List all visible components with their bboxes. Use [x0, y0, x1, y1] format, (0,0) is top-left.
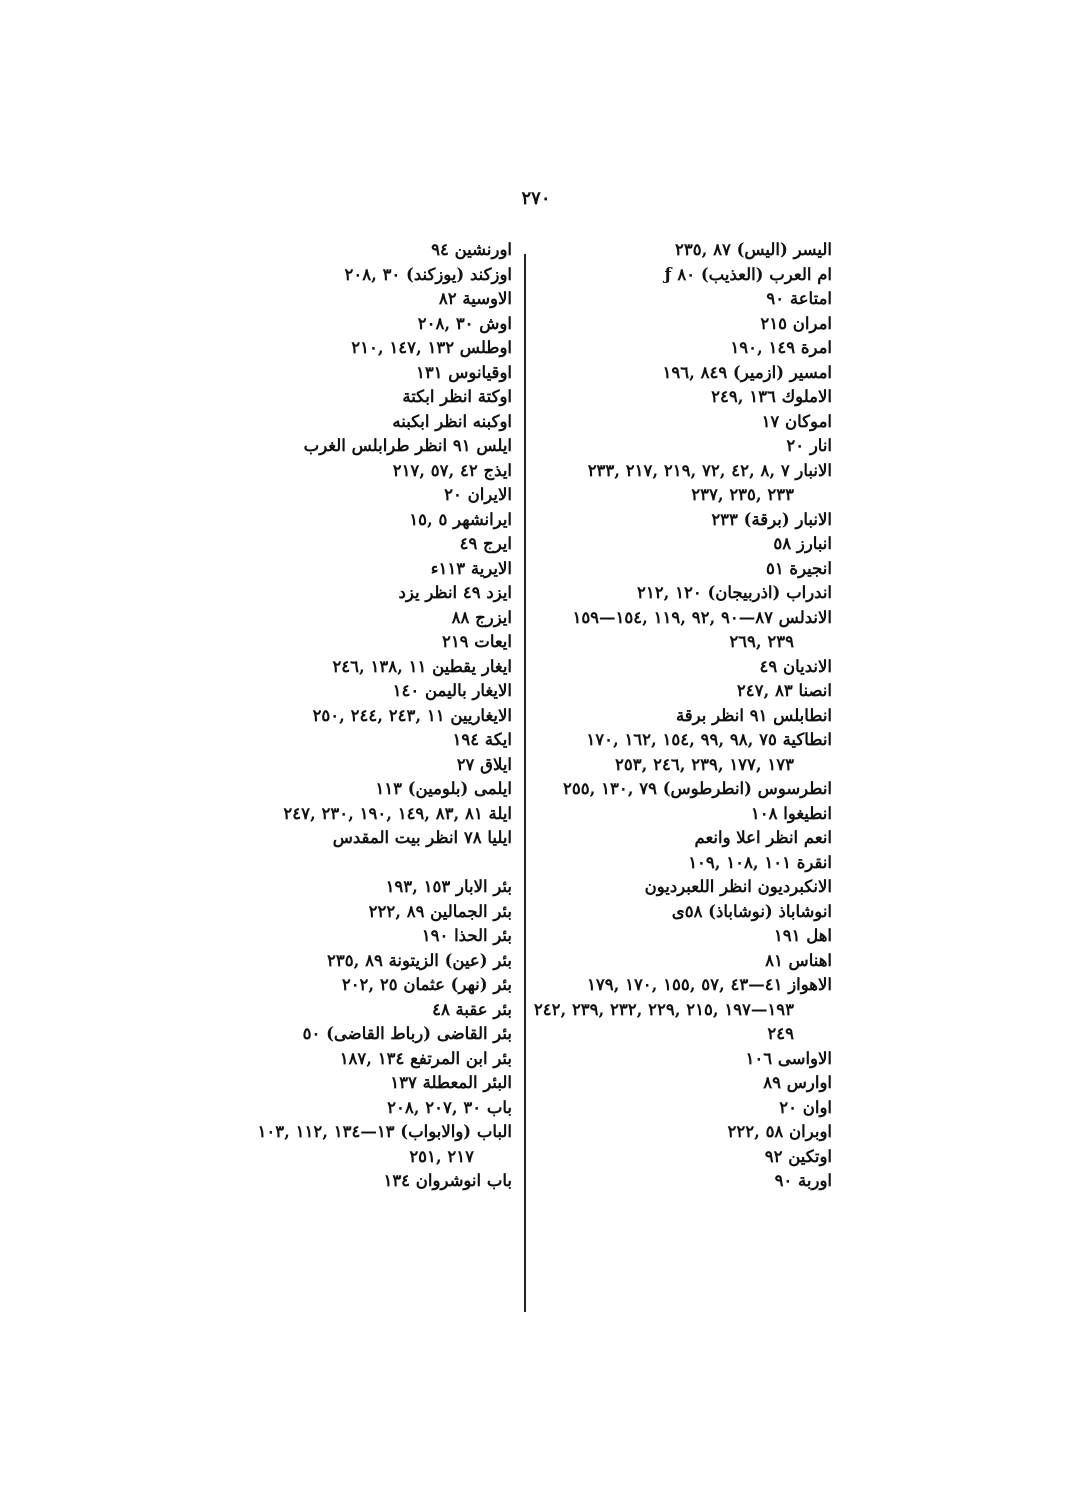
- index-entry: الانبار (برقة) ٢٣٣: [711, 509, 832, 529]
- index-entry: انطرسوس (انطرطوس) ٧٩ ,١٣٠ ,٢٥٥: [563, 779, 832, 798]
- index-entry: اوقيانوس ١٣١: [415, 362, 512, 382]
- index-entry: ام العرب (العذيب) ٨٠ ƒ: [664, 264, 832, 284]
- index-entry-continuation: ٢٣٣ ,٢٣٥ ,٢٣٧: [691, 485, 794, 504]
- index-entry-continuation: ١٧٣ ,١٧٧ ,٢٣٩ ,٢٤٦ ,٢٥٣: [615, 754, 794, 774]
- index-entry: اوزكند (يوزكند) ٣٠ ,٢٠٨: [344, 264, 512, 284]
- index-entry-continuation: ٢٤٩: [767, 1024, 794, 1043]
- index-entry: الاملوك ١٣٦ ,٢٤٩: [711, 387, 832, 406]
- index-entry: اوتكين ٩٢: [764, 1146, 832, 1166]
- index-entry: الايرية ١١٣ء: [430, 558, 512, 578]
- index-entry: انقرة ١٠١ ,١٠٨ ,١٠٩: [688, 852, 832, 872]
- index-entry: امسير (ازمير) ٨٤٩ ,١٩٦: [662, 362, 832, 382]
- index-entry: انجيرة ٥١: [765, 558, 832, 578]
- index-entry: الانكبرديون انظر اللعبرديون: [644, 877, 832, 896]
- index-entry: اوارس ٨٩: [763, 1073, 832, 1092]
- index-entry: باب انوشروان ١٣٤: [383, 1171, 512, 1190]
- index-entry: اوطلس ١٣٢ ,١٤٧ ,٢١٠: [351, 338, 512, 357]
- index-entry: البئر المعطلة ١٣٧: [390, 1073, 512, 1092]
- index-entry: اوربة ٩٠: [774, 1171, 832, 1190]
- index-entry: الاهواز ٤١—٤٣ ,٥٧ ,١٥٥ ,١٧٠ ,١٧٩: [586, 975, 832, 994]
- index-entry: اوكتة انظر ابكتة: [402, 387, 512, 406]
- index-entry: ايزد ٤٩ انظر يزد: [398, 583, 512, 602]
- index-entry: ايلمى (بلومين) ١١٣: [375, 779, 512, 798]
- index-entry: الانبار ٧ ,٨ ,٤٢ ,٧٢ ,٢١٩ ,٢١٧ ,٢٣٣: [587, 460, 832, 480]
- index-entry: اندراب (اذربيجان) ١٢٠ ,٢١٢: [637, 583, 832, 602]
- index-column-left: [210, 238, 512, 1194]
- index-entry: انوشاباذ (نوشاباذ) ٥٨ی: [671, 901, 832, 921]
- index-entry: الاوسية ٨٢: [438, 289, 512, 308]
- index-entry: ايكة ١٩٤: [452, 730, 512, 749]
- index-entry: اورنشين ٩٤: [431, 240, 512, 259]
- column-divider: [524, 254, 526, 1312]
- index-entry-continuation: ٢٣٩ ,٢٦٩: [729, 632, 794, 651]
- index-entry: بئر الجمالين ٨٩ ,٢٢٢: [368, 901, 512, 921]
- index-entry: بئر ابن المرتفع ١٣٤ ,١٨٧: [339, 1048, 512, 1068]
- index-entry: انبارز ٥٨: [773, 534, 832, 553]
- index-entry: بئر القاضى (رباط القاضى) ٥٠: [302, 1024, 512, 1043]
- index-entry: الباب (والابواب) ١٣—١٣٤ ,١١٢ ,١٠٣: [257, 1122, 512, 1141]
- index-entry: ايرانشهر ٥ ,١٥: [409, 509, 512, 529]
- index-entry: بئر عقبة ٤٨: [432, 999, 512, 1019]
- index-entry: ايرج ٤٩: [459, 534, 512, 553]
- index-entry-continuation: ١٩٣—١٩٧ ,٢١٥ ,٢٢٩ ,٢٣٢ ,٢٣٩ ,٢٤٢: [533, 999, 794, 1019]
- index-entry: بئر (نهر) عثمان ٢٥ ,٢٠٢: [341, 975, 512, 994]
- index-entry: اوش ٣٠ ,٢٠٨: [417, 313, 512, 333]
- index-entry: ايلاق ٢٧: [456, 754, 512, 774]
- index-entry: انعم انظر اعلا وانعم: [694, 828, 832, 847]
- section-gap: [210, 851, 512, 876]
- index-entry: الانديان ٤٩: [759, 656, 832, 676]
- index-column-right: [533, 238, 832, 1194]
- index-entry: انار ٢٠: [786, 436, 832, 455]
- index-entry: انطيغوا ١٠٨: [750, 803, 832, 823]
- index-entry: الايران ٢٠: [444, 485, 512, 504]
- index-entry: ايغار يقطين ١١ ,١٣٨ ,٢٤٦: [332, 656, 512, 676]
- index-entry: بئر الابار ١٥٣ ,١٩٣: [385, 877, 512, 896]
- index-entry: امران ٢١٥: [760, 313, 832, 333]
- index-entry: بئر الحذا ١٩٠: [421, 926, 512, 945]
- index-entry: الاندلس ٨٧—٩٠ ,٩٢ ,١١٩ ,١٥٤—١٥٩: [572, 607, 832, 627]
- index-entry: انطابلس ٩١ انظر برقة: [675, 705, 832, 725]
- index-entry-continuation: ٢١٧ ,٢٥١: [409, 1146, 474, 1166]
- index-entry: ايزرج ٨٨: [451, 607, 512, 627]
- page-number: ٢٧٠: [521, 188, 551, 209]
- index-entry: ايذج ٤٢ ,٥٧ ,٢١٧: [392, 460, 512, 480]
- index-entry: اهناس ٨١: [765, 950, 832, 970]
- index-entry: ايلس ٩١ انظر طرابلس الغرب: [303, 436, 512, 455]
- index-entry: ايلة ٨١ ,٨٣ ,١٤٩ ,١٩٠ ,٢٣٠ ,٢٤٧: [283, 803, 512, 823]
- index-entry: الايغار باليمن ١٤٠: [392, 681, 512, 700]
- index-entry: ايليا ٧٨ انظر بيت المقدس: [332, 828, 512, 847]
- index-entry: بئر (عين) الزيتونة ٨٩ ,٢٣٥: [327, 950, 512, 970]
- index-entry: اوبران ٥٨ ,٢٢٢: [727, 1122, 832, 1141]
- index-entry: اموكان ١٧: [761, 411, 832, 431]
- index-entry: انصنا ٨٣ ,٢٤٧: [736, 681, 832, 700]
- index-entry: اليسر (اليس) ٨٧ ,٢٣٥: [675, 240, 832, 259]
- index-entry: اوان ٢٠: [779, 1097, 832, 1117]
- index-entry: الايغاريين ١١ ,٢٤٣ ,٢٤٤ ,٢٥٠: [312, 705, 512, 725]
- index-entry: باب ٣٠ ,٢٠٧ ,٢٠٨: [387, 1097, 512, 1117]
- index-entry: امرة ١٤٩ ,١٩٠: [730, 338, 832, 357]
- index-entry: امتاعة ٩٠: [766, 289, 832, 308]
- index-entry: ايعات ٢١٩: [441, 632, 512, 651]
- index-entry: الاواسی ١٠٦: [745, 1048, 832, 1068]
- index-entry: اوكبنه انظر ابكبنه: [392, 411, 512, 431]
- index-entry: انطاكية ٧٥ ,٩٨ ,٩٩ ,١٥٤ ,١٦٢ ,١٧٠: [586, 730, 832, 749]
- index-entry: اهل ١٩١: [773, 926, 832, 945]
